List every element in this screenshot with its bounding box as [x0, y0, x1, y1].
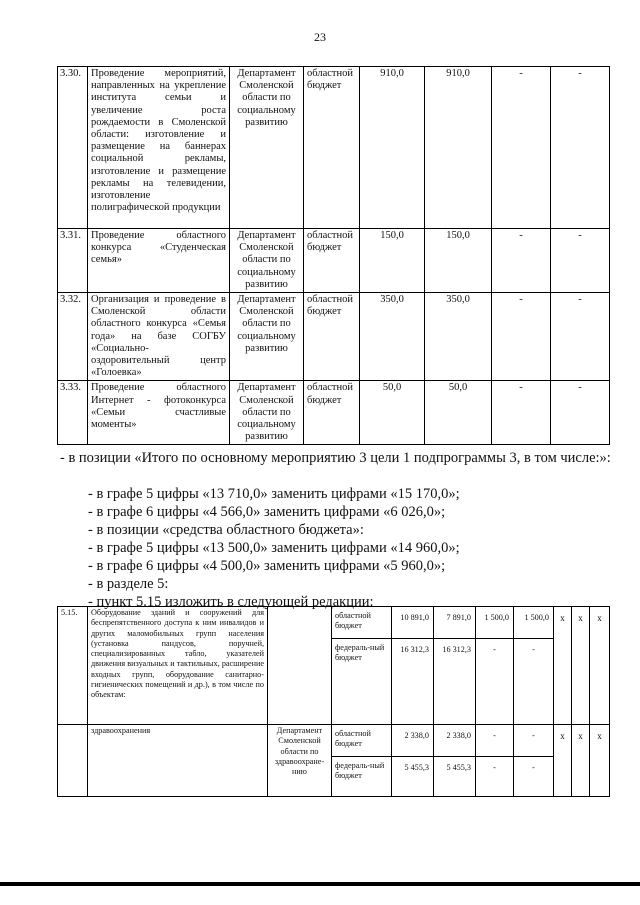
- instruction-line: - в графе 5 цифры «13 500,0» заменить цифрами «14 960,0»;: [88, 540, 460, 556]
- funding-source: областной бюджет: [332, 725, 392, 757]
- x-mark: x: [590, 607, 610, 725]
- value-cell: 5 455,3: [392, 757, 434, 797]
- value-cell: 1 500,0: [476, 607, 514, 639]
- x-mark: x: [590, 725, 610, 797]
- executor: Департамент Смоленской области по социальному развитию: [230, 67, 304, 229]
- instruction-line: - в графе 6 цифры «4 500,0» заменить цифрами «5 960,0»;: [88, 558, 446, 574]
- instruction-line: - в графе 6 цифры «4 566,0» заменить цифрами «6 026,0»;: [88, 504, 446, 520]
- executor: Департамент Смоленской области по социальному развитию: [230, 381, 304, 445]
- table-row: [58, 229, 610, 293]
- table-row: [58, 381, 610, 445]
- activities-table: [57, 66, 610, 445]
- value-cell: -: [514, 725, 554, 757]
- executor: Департамент Смоленской области по социальному развитию: [230, 293, 304, 381]
- activity-name: Проведение областного Интернет - фотоконкурса «Семьи счастливые моменты»: [88, 381, 230, 445]
- value-cell: -: [551, 67, 610, 229]
- x-mark: x: [572, 725, 590, 797]
- instruction-line: - пункт 5.15 изложить в следующей редакции:: [88, 594, 374, 610]
- activity-name: Проведение мероприятий, направленных на укрепление института семьи и увеличение роста рождаемости в Смоленской области: изготовление и размещение на баннерах социальной рекламы, изготовление и размещение рекламы на телевидении, изготовление полиграфической продукции: [88, 67, 230, 229]
- value-cell: 1 500,0: [514, 607, 554, 639]
- value-cell: 2 338,0: [434, 725, 476, 757]
- section-5-table: [57, 606, 610, 797]
- funding-source: областной бюджет: [304, 293, 360, 381]
- x-mark: x: [554, 607, 572, 725]
- instruction-line: - в позиции «Итого по основному мероприятию 3 цели 1 подпрограммы 3, в том числе:»:: [60, 450, 611, 466]
- value-cell: 5 455,3: [434, 757, 476, 797]
- value-cell: 16 312,3: [434, 639, 476, 725]
- page-number: 23: [314, 30, 326, 44]
- funding-source: областной бюджет: [304, 229, 360, 293]
- funding-source: областной бюджет: [304, 67, 360, 229]
- row-number: 3.32.: [58, 293, 88, 381]
- activity-name: Проведение областного конкурса «Студенческая семья»: [88, 229, 230, 293]
- row-number: 3.31.: [58, 229, 88, 293]
- value-cell: 50,0: [360, 381, 425, 445]
- instruction-line: - в разделе 5:: [88, 576, 169, 592]
- table-row: [58, 293, 610, 381]
- activity-name: Оборудование зданий и сооружений для беспрепятственного доступа к ним инвалидов и других маломобильных групп населения (установка пандусов, поручней, специализированных табло, указателей движения визуальных и тактильных, расширение входных групп, оборудование санитарно-гигиенических помещений и др.), в том числе по объектам:: [88, 607, 268, 725]
- value-cell: -: [514, 757, 554, 797]
- value-cell: 2 338,0: [392, 725, 434, 757]
- table-row: [58, 607, 610, 639]
- value-cell: 16 312,3: [392, 639, 434, 725]
- funding-source: федераль-ный бюджет: [332, 639, 392, 725]
- bottom-rule: [0, 882, 640, 886]
- row-number: 3.30.: [58, 67, 88, 229]
- activity-name: здравоохранения: [88, 725, 268, 797]
- value-cell: 910,0: [360, 67, 425, 229]
- value-cell: 150,0: [425, 229, 492, 293]
- executor: Департамент Смоленской области по социальному развитию: [230, 229, 304, 293]
- value-cell: -: [492, 293, 551, 381]
- value-cell: -: [514, 639, 554, 725]
- value-cell: 150,0: [360, 229, 425, 293]
- table-row: [58, 67, 610, 229]
- value-cell: 7 891,0: [434, 607, 476, 639]
- value-cell: 910,0: [425, 67, 492, 229]
- instruction-line: - в позиции «средства областного бюджета»:: [88, 522, 364, 538]
- x-mark: x: [572, 607, 590, 725]
- x-mark: x: [554, 725, 572, 797]
- value-cell: -: [492, 67, 551, 229]
- value-cell: -: [551, 293, 610, 381]
- value-cell: -: [476, 725, 514, 757]
- value-cell: -: [492, 229, 551, 293]
- funding-source: областной бюджет: [332, 607, 392, 639]
- value-cell: -: [551, 381, 610, 445]
- value-cell: 10 891,0: [392, 607, 434, 639]
- value-cell: -: [476, 757, 514, 797]
- funding-source: федераль-ный бюджет: [332, 757, 392, 797]
- value-cell: 350,0: [360, 293, 425, 381]
- instruction-line: - в графе 5 цифры «13 710,0» заменить цифрами «15 170,0»;: [88, 486, 460, 502]
- executor: Департамент Смоленской области по здравоохране-нию: [268, 725, 332, 797]
- value-cell: 350,0: [425, 293, 492, 381]
- value-cell: 50,0: [425, 381, 492, 445]
- value-cell: -: [492, 381, 551, 445]
- value-cell: -: [551, 229, 610, 293]
- value-cell: -: [476, 639, 514, 725]
- row-number: 5.15.: [58, 607, 88, 725]
- funding-source: областной бюджет: [304, 381, 360, 445]
- table-row: [58, 725, 610, 757]
- row-number: [58, 725, 88, 797]
- row-number: 3.33.: [58, 381, 88, 445]
- executor: [268, 607, 332, 725]
- activity-name: Организация и проведение в Смоленской области областного конкурса «Семья года» на базе СОГБУ «Социально-оздоровительный центр «Голоевка»: [88, 293, 230, 381]
